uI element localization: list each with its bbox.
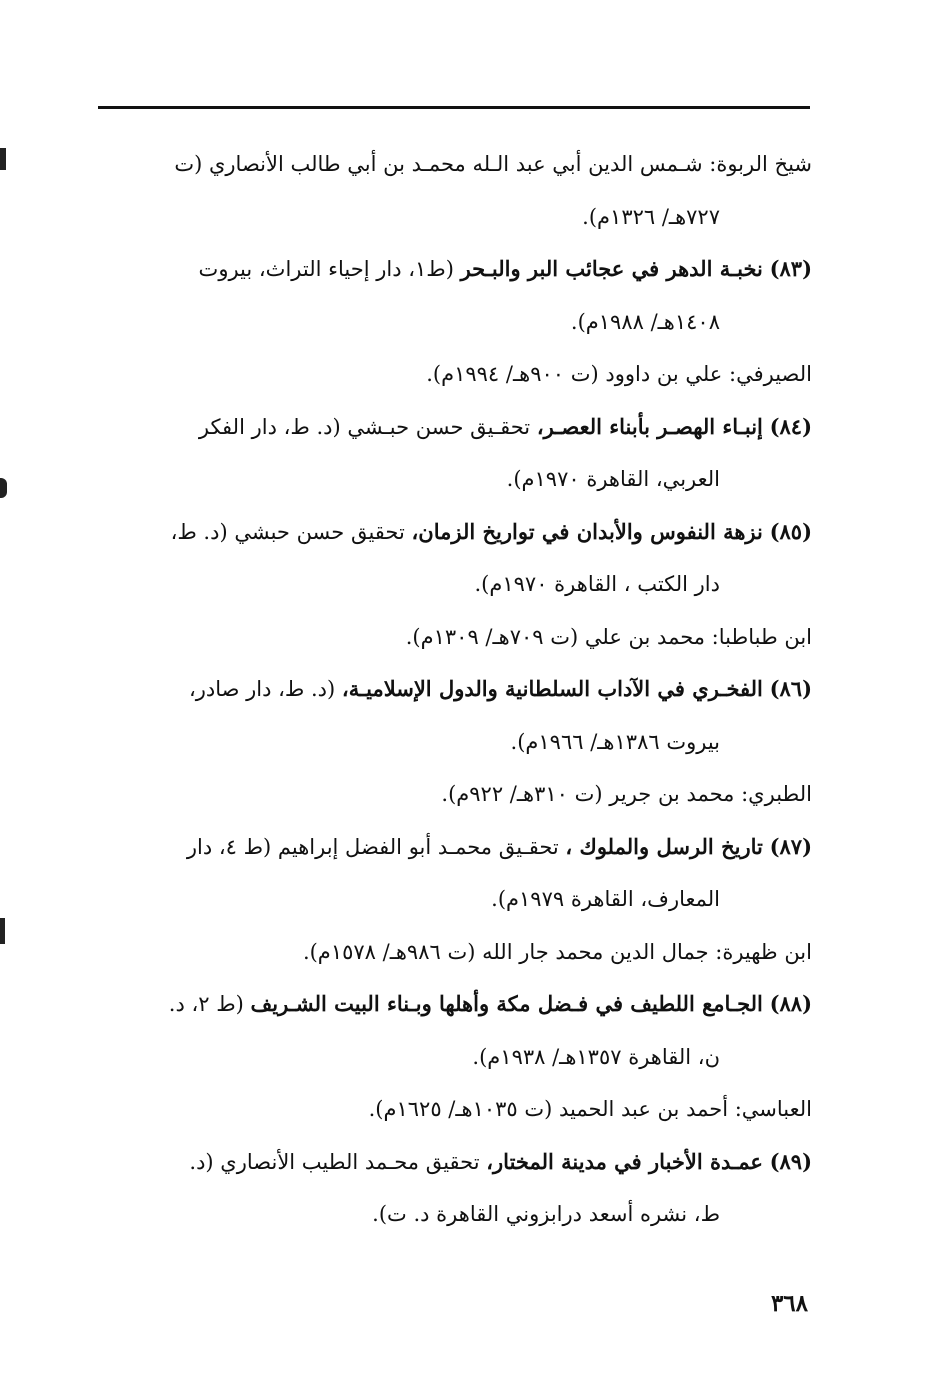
book-entry <box>96 506 812 611</box>
author-line: العباسي: أحمد بن عبد الحميد (ت ١٠٣٥هـ/ ١٦٢٥م). <box>368 1097 812 1121</box>
book-entry <box>96 978 812 1083</box>
book-number: (٨٩) <box>769 1148 812 1174</box>
book-entry <box>96 243 812 348</box>
book-entry <box>96 401 812 506</box>
book-continuation: العربي، القاهرة ١٩٧٠م). <box>506 467 720 491</box>
book-number: (٨٤) <box>769 413 812 439</box>
book-title: الجـامع اللطيف في فـضل مكة وأهلها وبـناء البيت الشـريف <box>250 991 763 1016</box>
book-title: عمـدة الأخبار في مدينة المختار، <box>486 1148 763 1174</box>
author-entry <box>96 348 812 401</box>
author-line: ابن ظهيرة: جمال الدين محمد جار الله (ت ٩٨٦هـ/ ١٥٧٨م). <box>302 939 812 964</box>
book-details: تحقـيق حسن حبـشي (د. ط، دار الفكر <box>198 414 531 439</box>
book-continuation: ١٤٠٨هـ/ ١٩٨٨م). <box>570 309 720 334</box>
book-continuation: ط، نشره أسعد درابزوني القاهرة د. ت). <box>372 1202 720 1226</box>
book-number: (٨٣) <box>769 256 812 281</box>
author-line: ابن طباطبا: محمد بن علي (ت ٧٠٩هـ/ ١٣٠٩م). <box>405 624 812 649</box>
book-details: (د. ط، دار صادر، <box>188 677 336 701</box>
author-continuation: ٧٢٧هـ/ ١٣٢٦م). <box>582 204 720 229</box>
book-entry <box>96 821 812 926</box>
book-title: نخبـة الدهر في عجائب البر والبـحر <box>460 256 763 281</box>
book-title: الفخـري في الآداب السلطانية والدول الإسلاميـة، <box>341 676 763 701</box>
book-title: نزهة النفوس والأبدان في تواريخ الزمان، <box>411 518 763 544</box>
book-number: (٨٥) <box>769 518 812 544</box>
author-entry <box>96 611 812 664</box>
book-details: تحقيق حسن حبشي (د. ط، <box>170 519 405 544</box>
book-continuation: دار الكتب ، القاهرة ١٩٧٠م). <box>474 572 720 596</box>
author-line: شيخ الربوة: شـمس الدين أبي عبد الـله محمـد بن أبي طالب الأنصاري (ت <box>174 152 812 176</box>
book-details: تحقـيق محمـد أبو الفضل إبراهيم (ط ٤، دار <box>186 834 559 859</box>
book-entry <box>96 663 812 768</box>
author-line: الطبري: محمد بن جرير (ت ٣١٠هـ/ ٩٢٢م). <box>441 782 812 806</box>
author-line: الصيرفي: علي بن داوود (ت ٩٠٠هـ/ ١٩٩٤م). <box>426 362 812 386</box>
book-number: (٨٦) <box>769 676 812 701</box>
page-number: ٣٦٨ <box>770 1290 808 1317</box>
book-title: إنبـاء الهصـر بأبناء العصـر، <box>536 413 763 439</box>
book-number: (٨٧) <box>769 833 812 859</box>
book-title: تاريخ الرسل والملوك ، <box>565 833 763 859</box>
book-details: (ط ٢، د. <box>168 992 244 1016</box>
author-entry <box>96 1083 812 1136</box>
scan-edge-mark <box>0 478 7 498</box>
header-rule <box>98 106 810 109</box>
author-entry <box>96 926 812 979</box>
author-entry <box>96 768 812 821</box>
book-continuation: المعارف، القاهرة ١٩٧٩م). <box>491 887 720 911</box>
book-continuation: ن، القاهرة ١٣٥٧هـ/ ١٩٣٨م). <box>472 1044 720 1069</box>
scan-edge-mark <box>0 148 6 170</box>
book-number: (٨٨) <box>769 991 812 1016</box>
book-entry <box>96 1136 812 1241</box>
book-continuation: بيروت ١٣٨٦هـ/ ١٩٦٦م). <box>510 729 720 754</box>
author-entry <box>96 138 812 243</box>
bibliography-list <box>96 138 812 1241</box>
book-details: تحقيق محـمد الطيب الأنصاري (د. <box>189 1149 480 1174</box>
scan-edge-mark <box>0 918 5 944</box>
book-details: (ط١، دار إحياء التراث، بيروت <box>198 257 454 281</box>
